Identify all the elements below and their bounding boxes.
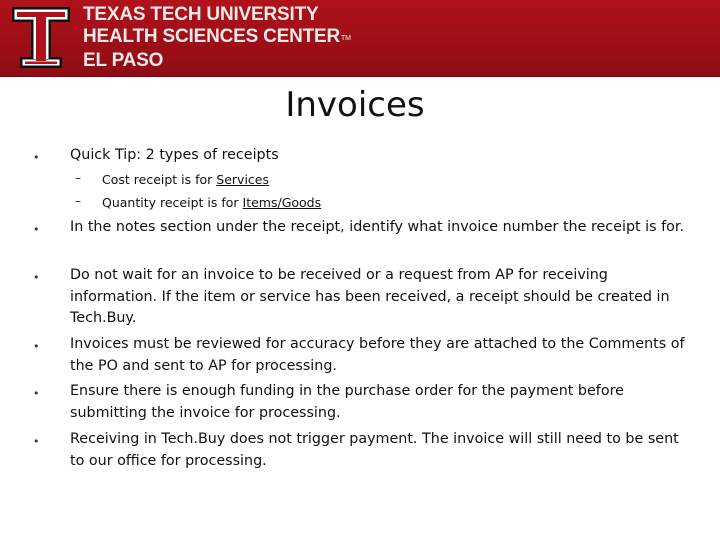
tip-text: Quick Tip: 2 types of receipts	[70, 147, 279, 163]
sub-item-quantity	[102, 194, 321, 212]
slide-title: Invoices	[285, 85, 425, 125]
bullet-item: Receiving in Tech.Buy does not trigger payment. The invoice will still need to be sent to our office for processing.	[70, 431, 679, 469]
bullet-item: Invoices must be reviewed for accuracy before they are attached to the Comments of the PO and sent to AP for processing.	[70, 336, 685, 374]
bullet-item: In the notes section under the receipt, identify what invoice number the receipt is for.	[70, 219, 685, 235]
sub-dash-marker: –	[75, 171, 81, 185]
trademark-mark: TM	[341, 35, 351, 42]
sub-dash-marker: –	[75, 194, 81, 208]
sub-item-cost	[102, 171, 269, 189]
bullet-marker: •	[33, 151, 40, 164]
bullet-marker: •	[33, 340, 40, 353]
institution-line-1: TEXAS TECH UNIVERSITY	[83, 4, 319, 25]
bullet-item: Do not wait for an invoice to be received or a request from AP for receiving information. If the item or service has been received, a receipt should be created in Tech.Buy.	[70, 267, 670, 326]
sub-item-emphasis: Items/Goods	[242, 195, 322, 210]
institution-line-3: EL PASO	[83, 50, 164, 71]
bullet-marker: •	[33, 387, 40, 400]
sub-item-emphasis: Services	[216, 172, 270, 187]
bullet-item: Ensure there is enough funding in the purchase order for the payment before submitting the invoice for processing.	[70, 383, 624, 421]
bullet-marker: •	[33, 435, 40, 448]
sub-item-prefix: Quantity receipt is for	[102, 195, 243, 210]
sub-item-prefix: Cost receipt is for	[102, 172, 217, 187]
institution-line-2-text: HEALTH SCIENCES CENTER	[83, 26, 341, 47]
bullet-marker: •	[33, 271, 40, 284]
bullet-marker: •	[33, 223, 40, 236]
